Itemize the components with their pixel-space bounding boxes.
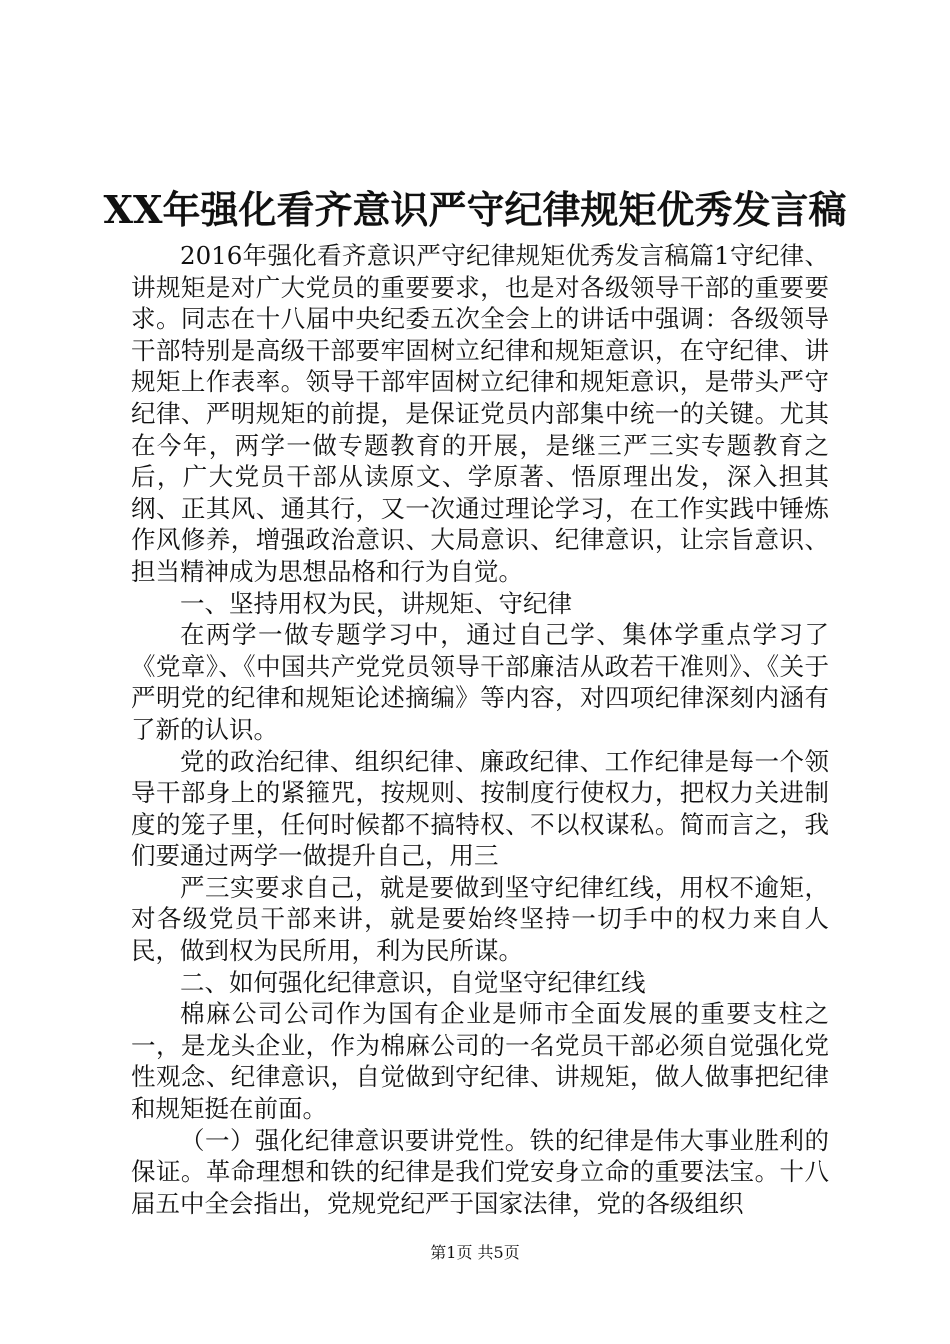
paragraph-intro: 2016年强化看齐意识严守纪律规矩优秀发言稿篇1守纪律、讲规矩是对广大党员的重要要求，也是对各级领导干部的重要要求。同志在十八届中央纪委五次全会上的讲话中强调：各级领导干部特别是高级干部要牢固树立纪律和规矩意识，在守纪律、讲规矩上作表率。领导干部牢固树立纪律和规矩意识，是带头严守纪律、严明规矩的前提，是保证党员内部集中统一的关键。尤其在今年，两学一做专题教育的开展，是继三严三实专题教育之后，广大党员干部从读原文、学原著、悟原理出发，深入担其纲、正其风、通其行，又一次通过理论学习，在工作实践中锤炼作风修养，增强政治意识、大局意识、纪律意识，让宗旨意识、担当精神成为思想品格和行为自觉。 bbox=[131, 241, 829, 586]
paragraph-party-spirit: （一）强化纪律意识要讲党性。铁的纪律是伟大事业胜利的保证。革命理想和铁的纪律是我们党安身立命的重要法宝。十八届五中全会指出，党规党纪严于国家法律，党的各级组织 bbox=[131, 1125, 829, 1218]
document-body bbox=[131, 240, 829, 1219]
paragraph-company: 棉麻公司公司作为国有企业是师市全面发展的重要支柱之一，是龙头企业，作为棉麻公司的一名党员干部必须自觉强化党性观念、纪律意识，自觉做到守纪律、讲规矩，做人做事把纪律和规矩挺在前面。 bbox=[131, 999, 829, 1124]
page-footer: 第1页 共5页 bbox=[430, 1243, 520, 1262]
section-heading-2: 二、如何强化纪律意识，自觉坚守纪律红线 bbox=[180, 967, 646, 997]
paragraph-study: 在两学一做专题学习中，通过自己学、集体学重点学习了《党章》、《中国共产党党员领导干部廉洁从政若干准则》、《关于严明党的纪律和规矩论述摘编》等内容，对四项纪律深刻内涵有了新的认识。 bbox=[131, 620, 829, 744]
document-title: XX年强化看齐意识严守纪律规矩优秀发言稿 bbox=[103, 187, 847, 232]
section-heading-1: 一、坚持用权为民，讲规矩、守纪律 bbox=[180, 588, 572, 618]
paragraph-discipline: 党的政治纪律、组织纪律、廉政纪律、工作纪律是每一个领导干部身上的紧箍咒，按规则、按制度行使权力，把权力关进制度的笼子里，任何时候都不搞特权、不以权谋私。简而言之，我们要通过两学一做提升自己，用三 bbox=[131, 746, 829, 871]
paragraph-three-stricts: 严三实要求自己，就是要做到坚守纪律红线，用权不逾矩，对各级党员干部来讲，就是要始终坚持一切手中的权力来自人民，做到权为民所用，利为民所谋。 bbox=[131, 872, 829, 966]
